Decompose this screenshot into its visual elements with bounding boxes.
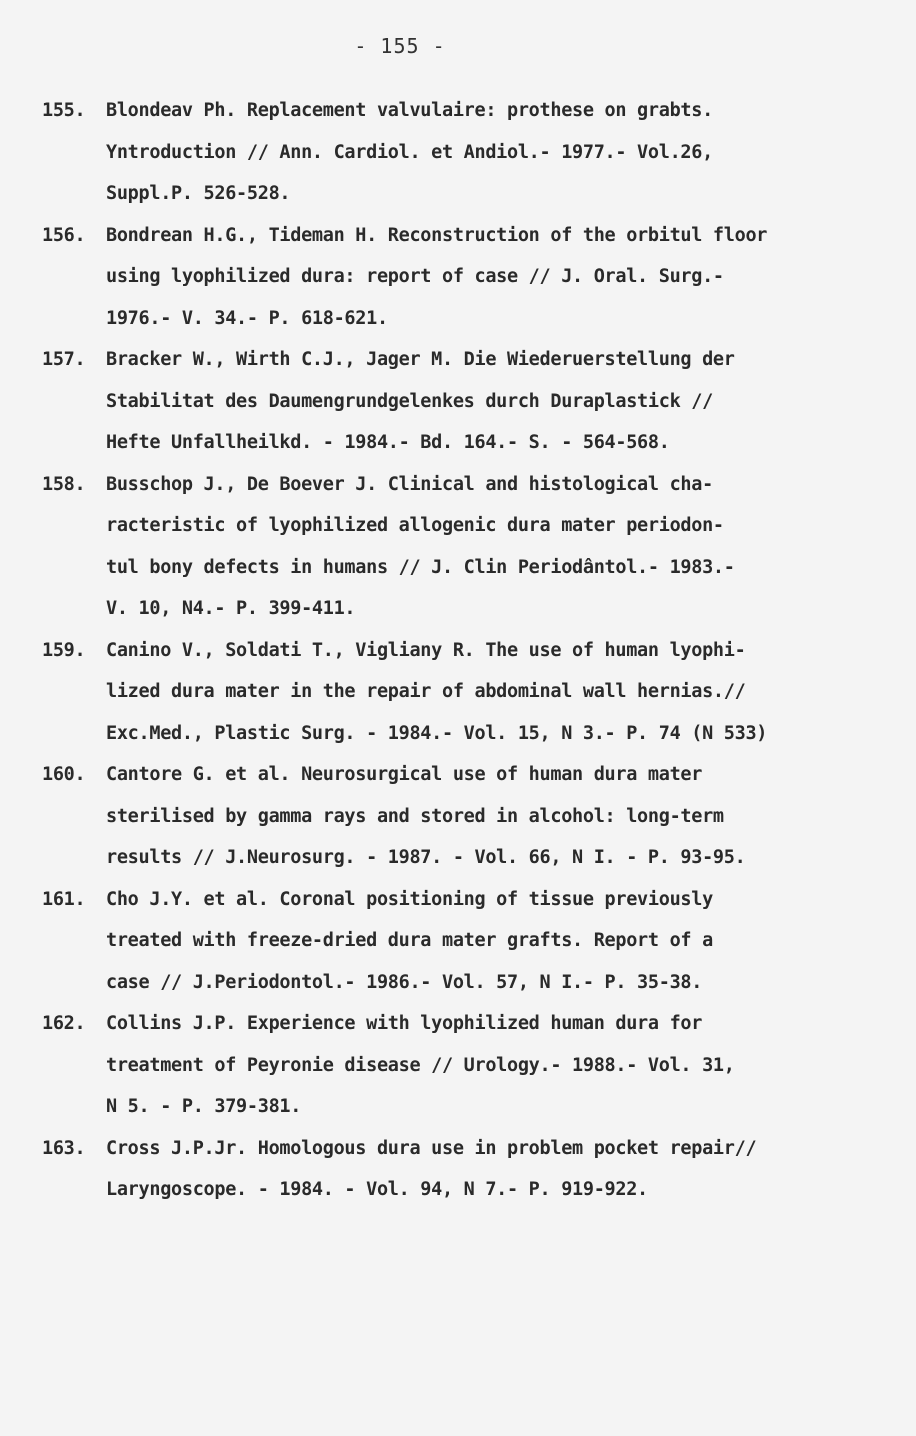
reference-number: 157. (42, 349, 86, 370)
reference-text-line: 1976.- V. 34.- P. 618-621. (106, 307, 388, 329)
reference-text-line: Cantore G. et al. Neurosurgical use of human dura mater (106, 764, 703, 785)
reference-number: 163. (42, 1137, 86, 1159)
reference-item (42, 630, 902, 755)
reference-text-line: Laryngoscope. - 1984. - Vol. 94, N 7.- P. 919-922. (106, 1179, 648, 1200)
reference-number: 161. (42, 888, 86, 910)
reference-text-line: Cross J.P.Jr. Homologous dura use in problem pocket repair// (106, 1137, 757, 1159)
reference-text-line: case // J.Periodontol.- 1986.- Vol. 57, N I.- P. 35-38. (106, 971, 703, 993)
reference-text-line: treatment of Peyronie disease // Urology.- 1988.- Vol. 31, (106, 1054, 735, 1076)
reference-text-line: results // J.Neurosurg. - 1987. - Vol. 66, N I. - P. 93-95. (106, 847, 746, 868)
reference-item (42, 90, 902, 215)
reference-text-line: using lyophilized dura: report of case // J. Oral. Surg.- (106, 266, 724, 287)
reference-text-line: V. 10, N4.- P. 399-411. (106, 598, 356, 619)
reference-text-line: Bracker W., Wirth C.J., Jager M. Die Wiederuerstellung der (106, 349, 735, 370)
reference-list (42, 90, 902, 1211)
reference-text-line: tul bony defects in humans // J. Clin Periodântol.- 1983.- (106, 556, 735, 578)
reference-text-line: Busschop J., De Boever J. Clinical and histological cha- (106, 473, 713, 495)
reference-number: 162. (42, 1013, 86, 1034)
reference-text-line: Bondrean H.G., Tideman H. Reconstruction of the orbitul floor (106, 224, 768, 246)
reference-item (42, 215, 902, 340)
reference-text-line: racteristic of lyophilized allogenic dura mater periodon- (106, 515, 724, 536)
reference-text-line: sterilised by gamma rays and stored in alcohol: long-term (106, 805, 724, 827)
reference-text-line: Suppl.P. 526-528. (106, 183, 291, 204)
reference-text-line: Hefte Unfallheilkd. - 1984.- Bd. 164.- S. - 564-568. (106, 432, 670, 453)
reference-item (42, 339, 902, 464)
reference-number: 155. (42, 100, 86, 121)
reference-text-line: Stabilitat des Daumengrundgelenkes durch Duraplastick // (106, 390, 713, 412)
reference-text-line: N 5. - P. 379-381. (106, 1096, 302, 1117)
reference-text-line: Collins J.P. Experience with lyophilized human dura for (106, 1013, 703, 1034)
reference-item (42, 1003, 902, 1128)
reference-item (42, 464, 902, 630)
reference-text-line: Canino V., Soldati T., Vigliany R. The use of human lyophi- (106, 639, 746, 661)
reference-item (42, 754, 902, 879)
reference-text-line: treated with freeze-dried dura mater grafts. Report of a (106, 930, 713, 951)
reference-number: 160. (42, 764, 86, 785)
reference-text-line: Blondeav Ph. Replacement valvulaire: prothese on grabts. (106, 100, 713, 121)
reference-text-line: Cho J.Y. et al. Coronal positioning of tissue previously (106, 888, 713, 910)
reference-text-line: lized dura mater in the repair of abdominal wall hernias.// (106, 681, 746, 702)
reference-number: 156. (42, 224, 86, 246)
reference-number: 159. (42, 639, 86, 661)
reference-item (42, 1128, 902, 1211)
reference-number: 158. (42, 473, 86, 495)
reference-item (42, 879, 902, 1004)
reference-text-line: Exc.Med., Plastic Surg. - 1984.- Vol. 15, N 3.- P. 74 (N 533) (106, 722, 768, 744)
page-number: - 155 - (354, 34, 446, 58)
reference-text-line: Yntroduction // Ann. Cardiol. et Andiol.- 1977.- Vol.26, (106, 141, 713, 163)
